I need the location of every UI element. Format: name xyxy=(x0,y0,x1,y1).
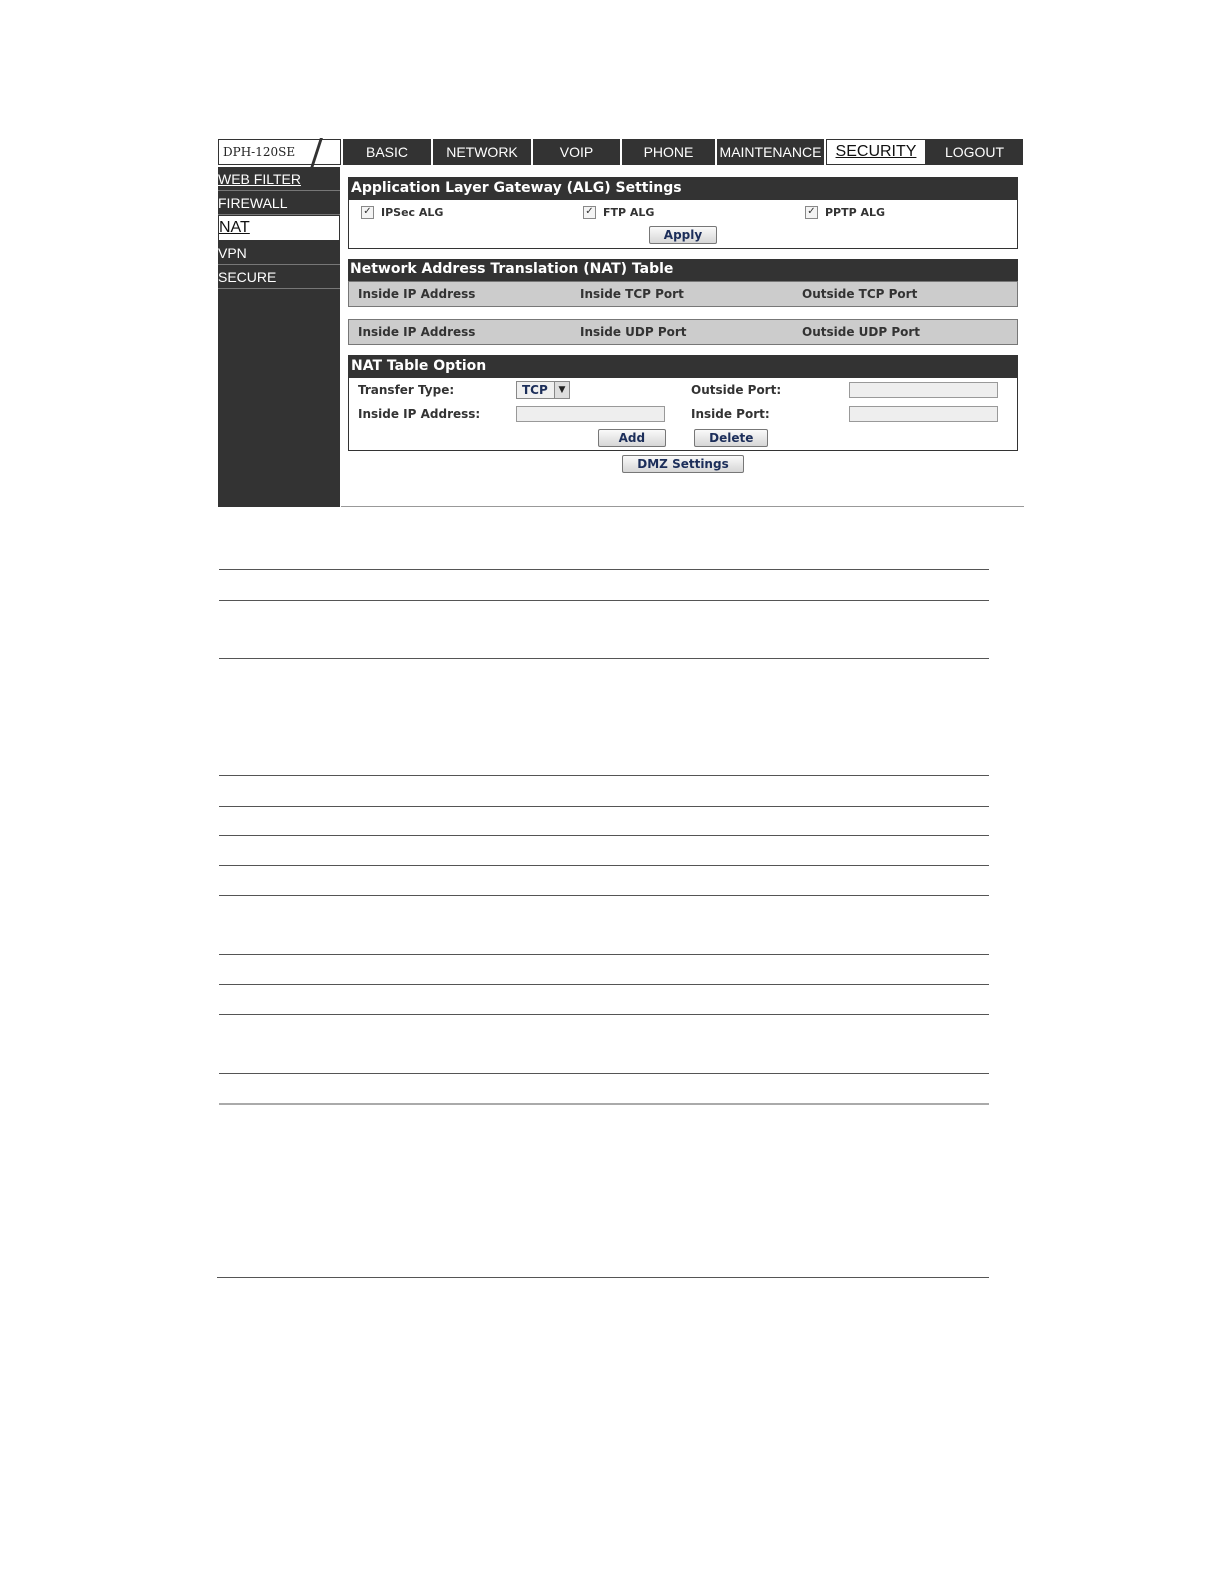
table-rule xyxy=(219,569,989,570)
table-rule xyxy=(219,984,989,985)
dmz-settings-button[interactable]: DMZ Settings xyxy=(622,455,743,473)
nat-table-panel xyxy=(348,259,1018,307)
tcp-header-inside-ip: Inside IP Address xyxy=(358,287,476,301)
pptp-alg-checkbox[interactable]: ✓ xyxy=(805,206,818,219)
sidebar-item-vpn[interactable]: VPN xyxy=(218,241,340,265)
tcp-header-row xyxy=(348,281,1018,307)
alg-panel xyxy=(348,177,1018,249)
sidebar-item-nat[interactable]: NAT xyxy=(218,215,340,241)
table-rule xyxy=(219,1103,989,1105)
sidebar xyxy=(218,167,340,507)
tab-logout[interactable]: LOGOUT xyxy=(926,139,1023,165)
dmz-button-row xyxy=(348,453,1018,477)
alg-options xyxy=(349,200,1017,224)
table-rule xyxy=(219,806,989,807)
transfer-type-label: Transfer Type: xyxy=(358,383,455,397)
udp-header-row xyxy=(348,319,1018,345)
inside-port-input[interactable] xyxy=(849,406,998,422)
alg-option-pptp xyxy=(793,206,1015,219)
table-rule xyxy=(219,1073,989,1074)
table-rule xyxy=(219,600,989,601)
tcp-header-inside-port: Inside TCP Port xyxy=(580,287,684,301)
alg-button-row xyxy=(349,224,1017,248)
udp-header-outside-port: Outside UDP Port xyxy=(802,325,921,339)
tab-voip[interactable]: VOIP xyxy=(533,139,622,165)
transfer-type-value: TCP xyxy=(522,383,548,397)
table-rule xyxy=(219,775,989,776)
sidebar-item-firewall[interactable]: FIREWALL xyxy=(218,191,340,215)
table-rule xyxy=(219,895,989,896)
tab-network[interactable]: NETWORK xyxy=(433,139,533,165)
ipsec-alg-checkbox[interactable]: ✓ xyxy=(361,206,374,219)
alg-title: Application Layer Gateway (ALG) Settings xyxy=(349,178,1017,200)
transfer-type-select[interactable] xyxy=(516,381,570,399)
pptp-alg-label: PPTP ALG xyxy=(825,205,886,219)
add-button[interactable]: Add xyxy=(598,429,666,447)
ftp-alg-label: FTP ALG xyxy=(603,205,655,219)
screenshot-bottom-rule xyxy=(341,506,1024,507)
ipsec-alg-label: IPSec ALG xyxy=(381,205,444,219)
alg-option-ipsec xyxy=(349,206,571,219)
router-web-ui xyxy=(218,139,1024,507)
apply-button[interactable]: Apply xyxy=(649,226,717,244)
tcp-header-outside-port: Outside TCP Port xyxy=(802,287,918,301)
chevron-down-icon: ▼ xyxy=(554,382,569,398)
table-rule xyxy=(219,1014,989,1015)
nat-option-row-2 xyxy=(349,402,1017,426)
logo-text: DPH-120SE xyxy=(223,145,296,159)
nat-option-panel xyxy=(348,355,1018,451)
tab-maintenance[interactable]: MAINTENANCE xyxy=(717,139,826,165)
table-rule xyxy=(219,658,989,659)
tab-basic[interactable]: BASIC xyxy=(343,139,433,165)
nat-option-buttons xyxy=(349,426,1017,450)
tab-phone[interactable]: PHONE xyxy=(622,139,717,165)
sidebar-item-secure[interactable]: SECURE xyxy=(218,265,340,289)
inside-ip-input[interactable] xyxy=(516,406,665,422)
alg-option-ftp xyxy=(571,206,793,219)
udp-header-inside-ip: Inside IP Address xyxy=(358,325,476,339)
nat-option-title: NAT Table Option xyxy=(349,356,1017,378)
main-content xyxy=(348,177,1018,477)
tab-security[interactable]: SECURITY xyxy=(826,139,926,165)
ftp-alg-checkbox[interactable]: ✓ xyxy=(583,206,596,219)
outside-port-label: Outside Port: xyxy=(691,383,782,397)
sidebar-item-web-filter[interactable]: WEB FILTER xyxy=(218,167,340,191)
inside-ip-cell xyxy=(516,406,682,422)
nat-option-row-1 xyxy=(349,378,1017,402)
inside-ip-label: Inside IP Address: xyxy=(358,407,481,421)
top-nav xyxy=(343,139,1023,165)
logo xyxy=(218,139,341,165)
outside-port-input[interactable] xyxy=(849,382,998,398)
footer-rule xyxy=(217,1277,989,1278)
inside-port-label: Inside Port: xyxy=(691,407,770,421)
nat-table-title: Network Address Translation (NAT) Table xyxy=(348,259,1018,281)
udp-header-inside-port: Inside UDP Port xyxy=(580,325,687,339)
transfer-type-cell xyxy=(516,381,682,399)
table-rule xyxy=(219,865,989,866)
delete-button[interactable]: Delete xyxy=(694,429,768,447)
logo-slash-icon xyxy=(310,138,323,168)
table-rule xyxy=(219,835,989,836)
table-rule xyxy=(219,954,989,955)
